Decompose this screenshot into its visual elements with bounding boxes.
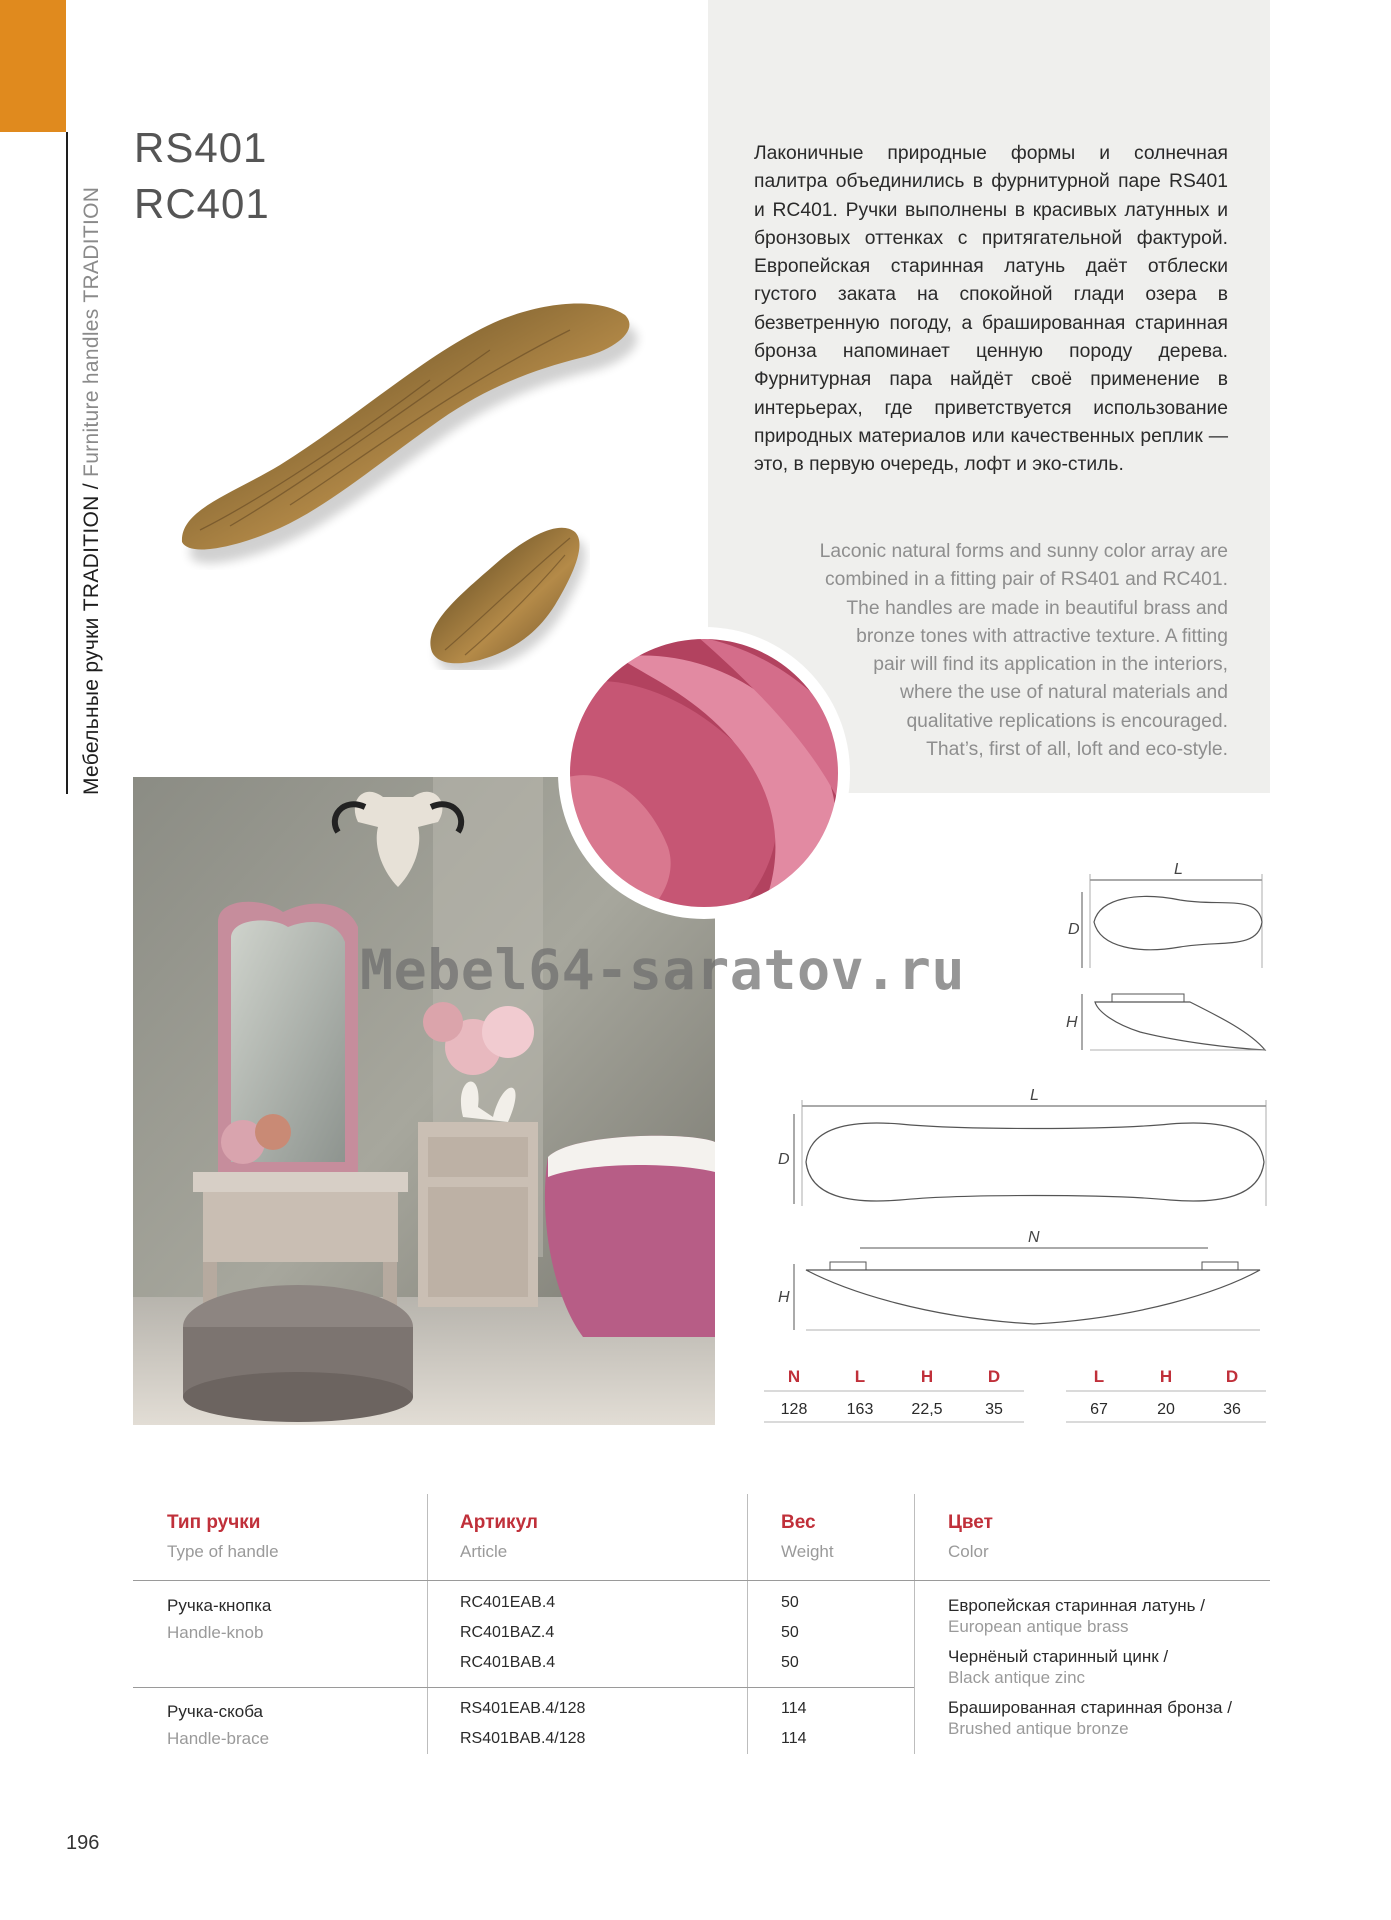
header-weight — [781, 1512, 834, 1562]
side-label — [80, 187, 104, 795]
header-color-en: Color — [948, 1542, 989, 1561]
color-entry — [948, 1647, 1168, 1688]
spec-header: N — [787, 1367, 801, 1386]
color-entry — [948, 1698, 1232, 1739]
description-en-line: pair will find its application in the interiors, — [873, 654, 1228, 676]
header-rule — [133, 1580, 1270, 1581]
model-title-rs401: RS401 — [134, 124, 268, 171]
type-ru: Ручка-кнопка — [167, 1596, 272, 1615]
description-en-line: where the use of natural materials and — [900, 682, 1228, 704]
description-en-line: That’s, first of all, loft and eco-style. — [926, 739, 1228, 761]
brace-spec-table — [764, 1367, 1024, 1422]
spec-header: L — [1093, 1367, 1105, 1386]
description-ru: Лаконичные природные формы и солнечная палитра объединились в фурнитурной паре RS401 и RC401. Ручки выполнены в красивых латунных и бронзовых оттенках с притягательной фактурой. Европейская старинная латунь даёт отблески густого заката на спокойной глади озера в безветренную погоду, а брашированная старинная бронза напоминает ценную породу дерева. Фурнитурная пара найдёт своё применение в интерьерах, где приветствуется использование природных материалов или качественных реплик — это, в первую очередь, лофт и эко-стиль. — [754, 143, 1228, 476]
weight-cell: 50 — [781, 1624, 799, 1641]
spec-value: 20 — [1157, 1401, 1175, 1418]
table-row-brace-type — [167, 1702, 269, 1749]
color-entry — [948, 1596, 1205, 1637]
header-type-en: Type of handle — [167, 1542, 279, 1561]
section-tab — [0, 0, 66, 132]
spec-header: H — [1159, 1367, 1173, 1386]
weight-cell: 50 — [781, 1594, 799, 1611]
dim-label-l: L — [1174, 861, 1183, 878]
handle-knob-photo — [420, 510, 590, 670]
dimension-specs — [760, 1364, 1270, 1424]
header-color — [948, 1512, 993, 1562]
weight-cell: 114 — [781, 1730, 807, 1747]
side-label-ru: Мебельные ручки TRADITION / — [80, 476, 103, 795]
color-ru: Чернёный старинный цинк / — [948, 1647, 1169, 1666]
technical-drawings — [760, 852, 1270, 1452]
column-divider — [914, 1494, 915, 1754]
spec-value: 35 — [985, 1401, 1003, 1418]
type-en: Handle-brace — [167, 1729, 270, 1748]
header-type — [167, 1512, 279, 1562]
color-en: Black antique zinc — [948, 1668, 1086, 1687]
header-weight-en: Weight — [781, 1542, 834, 1561]
column-divider — [747, 1494, 748, 1754]
article-cell: RC401BAZ.4 — [460, 1624, 555, 1641]
type-ru: Ручка-скоба — [167, 1702, 264, 1721]
article-cell: RS401EAB.4/128 — [460, 1700, 586, 1717]
dim-label-h: H — [778, 1289, 790, 1306]
spec-value: 36 — [1223, 1401, 1241, 1418]
knob-top-drawing — [1068, 861, 1262, 968]
header-article-ru: Артикул — [460, 1512, 538, 1533]
side-label-en: Furniture handles TRADITION — [80, 186, 103, 477]
description-en-line: The handles are made in beautiful brass and — [846, 597, 1228, 619]
spec-header: D — [987, 1367, 1001, 1386]
table-row-knob-type — [167, 1596, 271, 1643]
header-color-ru: Цвет — [948, 1512, 993, 1533]
knob-side-drawing — [1066, 994, 1265, 1050]
watermark: Mebel64-saratov.ru — [360, 938, 966, 1002]
spec-header: L — [854, 1367, 866, 1386]
brace-top-drawing — [778, 1087, 1266, 1206]
article-cell: RC401BAB.4 — [460, 1654, 556, 1671]
description-en-line: combined in a fitting pair of RS401 and RC401. — [824, 569, 1228, 591]
spec-value: 163 — [846, 1401, 874, 1418]
column-divider — [427, 1494, 428, 1754]
spec-header: H — [920, 1367, 934, 1386]
article-cell: RS401BAB.4/128 — [460, 1730, 586, 1747]
spec-value: 128 — [780, 1401, 808, 1418]
dim-label-d: D — [1068, 921, 1080, 938]
model-title-rc401: RC401 — [134, 180, 270, 227]
weight-cell: 114 — [781, 1700, 807, 1717]
color-en: European antique brass — [948, 1617, 1129, 1636]
color-ru: Брашированная старинная бронза / — [948, 1698, 1232, 1717]
dim-label-d: D — [778, 1151, 790, 1168]
header-article — [460, 1512, 538, 1562]
type-en: Handle-knob — [167, 1623, 264, 1642]
dim-label-h: H — [1066, 1014, 1078, 1031]
header-weight-ru: Вес — [781, 1512, 816, 1533]
knob-spec-table — [1066, 1367, 1266, 1422]
dim-label-n: N — [1028, 1229, 1040, 1246]
article-cell: RC401EAB.4 — [460, 1594, 556, 1611]
description-en-line: qualitative replications is encouraged. — [906, 710, 1228, 732]
spec-value: 67 — [1090, 1401, 1108, 1418]
side-rule — [66, 132, 68, 794]
page-number: 196 — [66, 1832, 100, 1854]
dim-label-l: L — [1030, 1087, 1039, 1104]
description-en-line: bronze tones with attractive texture. A fitting — [856, 625, 1228, 647]
color-ru: Европейская старинная латунь / — [948, 1596, 1205, 1615]
product-table-body — [133, 1494, 1270, 1754]
header-article-en: Article — [460, 1542, 508, 1561]
spec-value: 22,5 — [911, 1401, 943, 1418]
brace-side-drawing — [778, 1229, 1260, 1330]
color-en: Brushed antique bronze — [948, 1719, 1129, 1738]
group-rule — [133, 1687, 914, 1688]
weight-cell: 50 — [781, 1654, 799, 1671]
description-en-line: Laconic natural forms and sunny color array are — [819, 541, 1228, 562]
spec-header: D — [1225, 1367, 1239, 1386]
header-type-ru: Тип ручки — [167, 1512, 261, 1533]
product-table — [133, 1494, 1270, 1754]
